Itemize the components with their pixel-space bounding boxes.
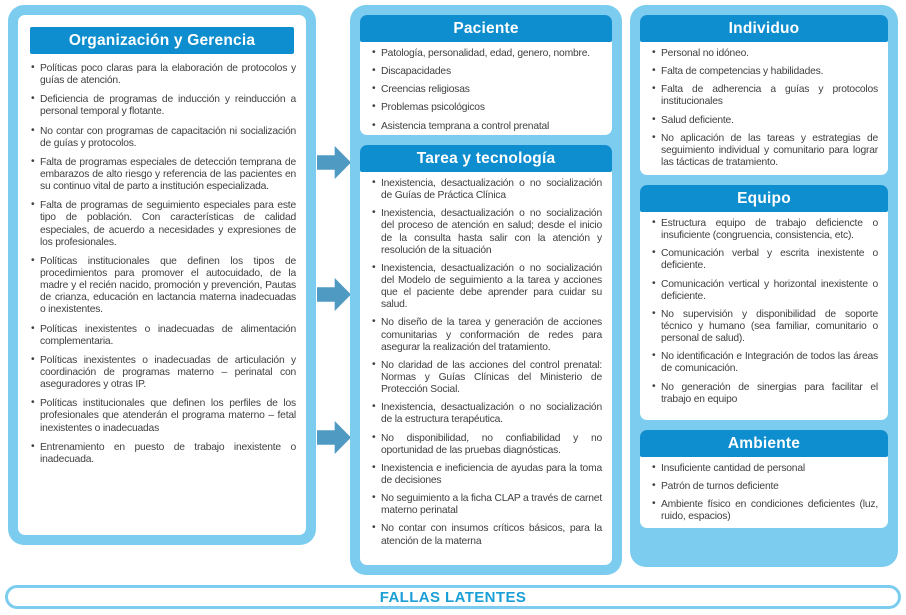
bullet-item: • No diseño de la tarea y generación de acciones comunitarias y conformación de redes para asegurar la realización del tratamiento. <box>372 317 602 353</box>
bullet-item: • Patrón de turnos deficiente <box>652 481 878 493</box>
bullet-item: • Políticas institucionales que definen los tipos de procedimientos para promover el autocuidado, de la madre y el recién nacido, promoción y prevención, Pautas de crianza, educación en lactancia materna inadecuadas o inexistentes. <box>31 256 296 317</box>
bullet-item: • Problemas psicológicos <box>372 102 602 114</box>
bullet-item: • Inexistencia, desactualización o no socialización del proceso de atención en salud; desde el inicio de la consulta hasta salir con la atención y resolución de la situación <box>372 208 602 257</box>
bullet-item: • No identificación e Integración de todos las áreas de comunicación. <box>652 351 878 375</box>
bullet-item: • Políticas poco claras para la elaboración de protocolos y guías de atención. <box>31 63 296 87</box>
bullet-item: • Deficiencia de programas de inducción y reinducción a personal temporal y flotante. <box>31 94 296 118</box>
bullet-item: • Insuficiente cantidad de personal <box>652 463 878 475</box>
container-paciente-tarea <box>350 5 622 575</box>
bullet-item: • Discapacidades <box>372 66 602 78</box>
bullet-list-individuo <box>640 42 888 169</box>
panel-individuo <box>640 15 888 175</box>
panel-tarea-tecnologia <box>360 145 612 565</box>
bullet-list-equipo <box>640 212 888 406</box>
right-arrow-icon <box>317 421 351 454</box>
bullet-item: • No disponibilidad, no confiabilidad y no oportunidad de las pruebas diagnósticas. <box>372 433 602 457</box>
bullet-item: • No claridad de las acciones del control prenatal: Normas y Guías Clínicas del Ministerio de Protección Social. <box>372 360 602 396</box>
panel-paciente <box>360 15 612 135</box>
panel-title-ambiente: Ambiente <box>640 430 888 457</box>
bullet-item: • Inexistencia e ineficiencia de ayudas para la toma de decisiones <box>372 463 602 487</box>
container-individuo-equipo-ambiente <box>630 5 898 567</box>
bullet-item: • Políticas inexistentes o inadecuadas de articulación y coordinación de programas materno – perinatal con aseguradores y otras IP. <box>31 355 296 391</box>
bullet-item: • Estructura equipo de trabajo deficiencte o insuficiente (congruencia, consistencia, etc). <box>652 218 878 242</box>
bullet-item: • Inexistencia, desactualización o no socialización de la estructura terapéutica. <box>372 402 602 426</box>
bullet-item: • No seguimiento a la ficha CLAP a través de carnet materno perinatal <box>372 493 602 517</box>
bullet-item: • No aplicación de las tareas y estrategias de seguimiento individual y comunitario para lograr las tácticas de tratamiento. <box>652 133 878 169</box>
panel-title-equipo: Equipo <box>640 185 888 212</box>
bullet-item: • Personal no idóneo. <box>652 48 878 60</box>
bullet-item: • Ambiente físico en condiciones deficientes (luz, ruido, espacios) <box>652 499 878 523</box>
bullet-item: • Políticas inexistentes o inadecuadas de alimentación complementaria. <box>31 324 296 348</box>
bullet-item: • Falta de adherencia a guías y protocolos institucionales <box>652 84 878 108</box>
panel-title-organizacion-gerencia: Organización y Gerencia <box>30 27 294 54</box>
bullet-item: • Falta de programas de seguimiento especiales para este tipo de población. Con características de calidad especiales, de acuerdo a necesidades y expresiones de los profesionales. <box>31 200 296 249</box>
bullet-list-ambiente <box>640 457 888 524</box>
bullet-item: • Comunicación verbal y escrita inexistente o deficiente. <box>652 248 878 272</box>
latent-failures-banner <box>5 585 901 609</box>
latent-failures-label: FALLAS LATENTES <box>379 588 527 606</box>
bullet-item: • Creencias religiosas <box>372 84 602 96</box>
bullet-item: • Patología, personalidad, edad, genero, nombre. <box>372 48 602 60</box>
bullet-list-tarea <box>360 172 612 548</box>
container-organizacion-gerencia <box>8 5 316 545</box>
bullet-item: • No contar con programas de capacitación ni socialización de guías y protocolos. <box>31 126 296 150</box>
bullet-list-paciente <box>360 42 612 133</box>
bullet-item: • No contar con insumos críticos básicos, para la atención de la materna <box>372 523 602 547</box>
bullet-item: • Entrenamiento en puesto de trabajo inexistente o inadecuada. <box>31 442 296 466</box>
bullet-item: • Inexistencia, desactualización o no socialización de Guías de Práctica Clínica <box>372 178 602 202</box>
bullet-item: • Salud deficiente. <box>652 115 878 127</box>
bullet-item: • Asistencia temprana a control prenatal <box>372 121 602 133</box>
bullet-item: • Falta de programas especiales de detección temprana de embarazos de alto riesgo y referencia de las pacientes en su continuo vital de parto a institución especializada. <box>31 157 296 193</box>
panel-title-tarea-tecnologia: Tarea y tecnología <box>360 145 612 172</box>
bullet-item: • No generación de sinergias para facilitar el trabajo en equipo <box>652 382 878 406</box>
bullet-item: • Políticas institucionales que definen los perfiles de los profesionales que atenderán el programa materno – fetal inexistentes o inadecuadas <box>31 398 296 434</box>
right-arrow-icon <box>317 146 351 179</box>
bullet-list-organizacion <box>18 56 306 466</box>
bullet-item: • No supervisión y disponibilidad de soporte técnico y humano (sea familiar, comunitario o personal de salud). <box>652 309 878 345</box>
panel-organizacion-gerencia <box>18 15 306 535</box>
panel-ambiente <box>640 430 888 528</box>
panel-title-paciente: Paciente <box>360 15 612 42</box>
bullet-item: • Falta de competencias y habilidades. <box>652 66 878 78</box>
right-arrow-icon <box>317 278 351 311</box>
bullet-item: • Inexistencia, desactualización o no socialización del Modelo de seguimiento a la tarea y acciones que el paciente debe aprender para cuidar su salud. <box>372 263 602 312</box>
panel-title-individuo: Individuo <box>640 15 888 42</box>
bullet-item: • Comunicación vertical y horizontal inexistente o deficiente. <box>652 279 878 303</box>
panel-equipo <box>640 185 888 420</box>
